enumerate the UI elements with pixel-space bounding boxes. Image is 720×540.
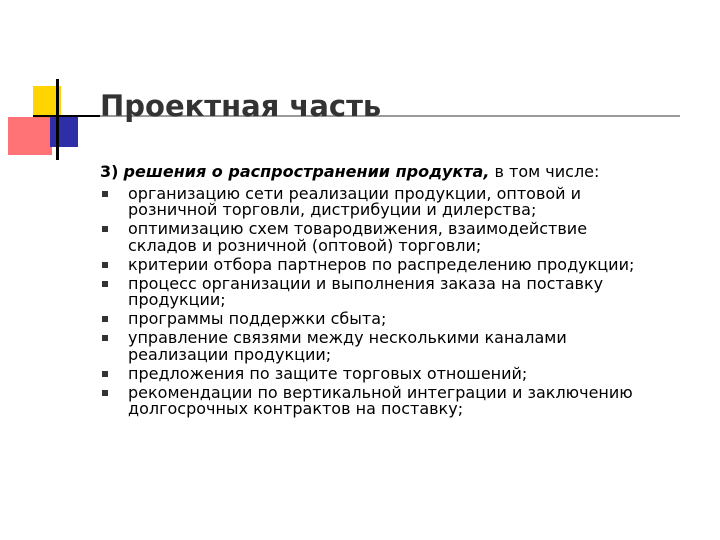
list-item <box>100 221 700 254</box>
list-item <box>100 330 700 363</box>
list-item-line: управление связями между несколькими каналами <box>128 328 567 348</box>
intro-line <box>100 162 599 182</box>
square-bullet-icon <box>102 262 108 268</box>
list-item-line: розничной торговли, дистрибуции и дилерства; <box>128 200 537 220</box>
intro-number: 3) <box>100 162 119 181</box>
intro-emphasis: решения о распространении продукта, <box>123 162 490 181</box>
list-item-line: рекомендации по вертикальной интеграции и заключению <box>128 382 633 402</box>
list-item-line: процесс организации и выполнения заказа на поставку <box>128 273 604 293</box>
horizontal-rule-black <box>33 115 100 117</box>
list-item-line: продукции; <box>128 290 226 310</box>
square-bullet-icon <box>102 390 108 396</box>
list-item-line: программы поддержки сбыта; <box>128 309 387 329</box>
square-bullet-icon <box>102 316 108 322</box>
square-bullet-icon <box>102 335 108 341</box>
list-item-line: реализации продукции; <box>128 344 332 364</box>
blue-square <box>50 117 78 147</box>
list-item <box>100 363 700 383</box>
square-bullet-icon <box>102 226 108 232</box>
list-item <box>100 273 700 310</box>
list-item-line: организацию сети реализации продукции, оптовой и <box>128 184 582 203</box>
intro-rest: в том числе: <box>494 162 600 181</box>
list-item-line: предложения по защите торговых отношений; <box>128 363 528 383</box>
square-bullet-icon <box>102 191 108 197</box>
page-title: Проектная часть <box>100 89 382 123</box>
square-bullet-icon <box>102 371 108 377</box>
list-item <box>100 186 700 219</box>
list-item-line: критерии отбора партнеров по распределению продукции; <box>128 254 635 274</box>
list-item <box>100 382 700 419</box>
list-item-line: оптимизацию схем товародвижения, взаимодействие <box>128 219 588 239</box>
red-square <box>8 117 52 155</box>
list-item <box>100 311 700 327</box>
bullet-list <box>100 186 700 420</box>
square-bullet-icon <box>102 281 108 287</box>
vertical-rule <box>56 79 59 160</box>
list-item-line: долгосрочных контрактов на поставку; <box>128 399 464 419</box>
list-item-line: складов и розничной (оптовой) торговли; <box>128 235 482 255</box>
list-item <box>100 254 700 274</box>
